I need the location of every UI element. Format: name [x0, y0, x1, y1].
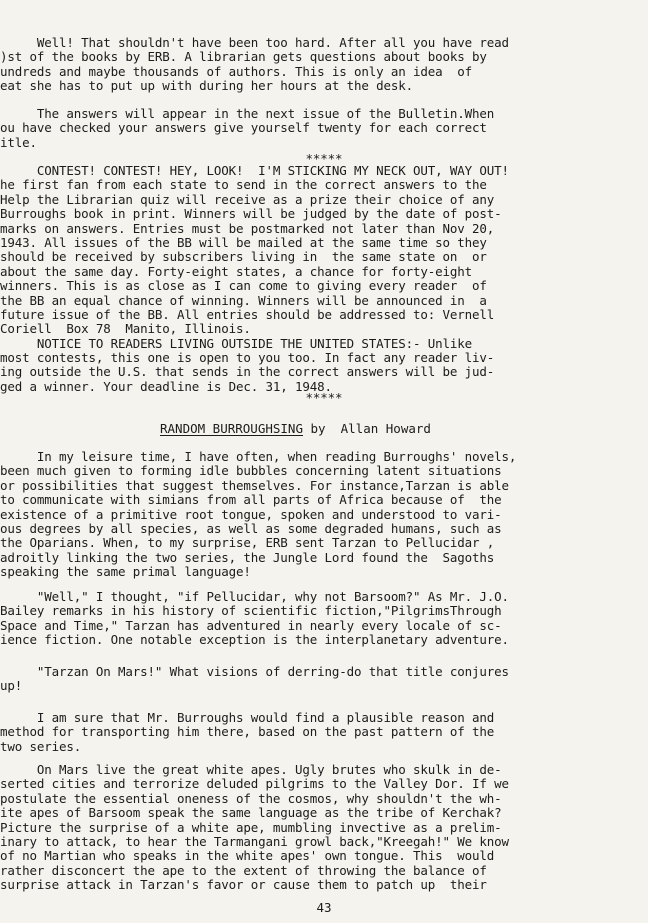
text-line: postulate the essential oneness of the cosmos, why shouldn't the wh-	[0, 790, 502, 806]
divider-bottom	[0, 391, 648, 405]
text-line: )st of the books by ERB. A librarian gets questions about books by	[0, 49, 487, 65]
text-line: or possibilities that suggest themselves. For instance,Tarzan is able	[0, 477, 509, 493]
contest-section	[0, 164, 648, 394]
text-line: speaking the same primal language!	[0, 564, 251, 580]
text-line: serted cities and terrorize deluded pilgrims to the Valley Dor. If we	[0, 776, 509, 792]
answers-paragraph	[0, 107, 648, 150]
text-line: Burroughs book in print. Winners will be judged by the date of post-	[0, 206, 502, 222]
text-line: ou have checked your answers give yourself twenty for each correct	[0, 120, 487, 136]
text-line: Picture the surprise of a white ape, mumbling invective as a prelim-	[0, 819, 502, 835]
article-paragraph-2	[0, 590, 648, 648]
text-line: method for transporting him there, based on the past pattern of the	[0, 724, 495, 740]
text-line: Space and Time," Tarzan has adventured in nearly every locale of sc-	[0, 617, 502, 633]
text-line: itle.	[0, 134, 37, 150]
text-line: eat she has to put up with during her hours at the desk.	[0, 78, 414, 94]
article-heading	[160, 421, 431, 436]
article-paragraph-3	[0, 665, 648, 694]
page-number: 43	[316, 900, 332, 915]
text-line: surprise attack in Tarzan's favor or cause them to patch up their	[0, 877, 487, 893]
text-line: CONTEST! CONTEST! HEY, LOOK! I'M STICKING MY NECK OUT, WAY OUT!	[0, 163, 509, 178]
text-line: about the same day. Forty-eight states, a chance for forty-eight	[0, 263, 473, 279]
text-line: up!	[0, 678, 23, 694]
article-paragraph-4	[0, 711, 648, 754]
divider-stars: *****	[305, 151, 343, 166]
article-paragraph-5	[0, 763, 648, 893]
article-paragraph-1	[0, 450, 648, 580]
text-line: ite apes of Barsoom speak the same language as the tribe of Kerchak?	[0, 805, 502, 821]
text-line: Coriell Box 78 Manito, Illinois.	[0, 321, 251, 337]
text-line: the Oparians. When, to my surprise, ERB sent Tarzan to Pellucidar ,	[0, 535, 495, 551]
text-line: inary to attack, to hear the Tarmangani growl back,"Kreegah!" We know	[0, 833, 509, 849]
text-line: I am sure that Mr. Burroughs would find a plausible reason and	[0, 710, 495, 725]
text-line: Help the Librarian quiz will receive as a prize their choice of any	[0, 191, 495, 207]
text-line: existence of a primitive root tongue, spoken and understood to vari-	[0, 506, 502, 522]
text-line: 1943. All issues of the BB will be mailed at the same time so they	[0, 234, 487, 250]
text-line: to communicate with simians from all parts of Africa because of the	[0, 492, 502, 508]
text-line: "Well," I thought, "if Pellucidar, why not Barsoom?" As Mr. J.O.	[0, 589, 509, 604]
text-line: ged a winner. Your deadline is Dec. 31, 1948.	[0, 378, 332, 394]
text-line: marks on answers. Entries must be postmarked not later than Nov 20,	[0, 220, 495, 236]
divider-stars: *****	[305, 390, 343, 405]
text-line: of no Martian who speaks in the white apes' own tongue. This would	[0, 848, 495, 864]
text-line: In my leisure time, I have often, when reading Burroughs' novels,	[0, 449, 517, 464]
text-line: "Tarzan On Mars!" What visions of derring-do that title conjures	[0, 664, 509, 679]
text-line: two series.	[0, 738, 82, 754]
intro-paragraph	[0, 36, 648, 94]
text-line: undreds and maybe thousands of authors. This is only an idea of	[0, 63, 473, 79]
text-line: The answers will appear in the next issue of the Bulletin.When	[0, 106, 495, 121]
text-line: On Mars live the great white apes. Ugly brutes who skulk in de-	[0, 762, 502, 777]
text-line: NOTICE TO READERS LIVING OUTSIDE THE UNITED STATES:- Unlike	[0, 335, 473, 351]
text-line: ing outside the U.S. that sends in the correct answers will be jud-	[0, 364, 495, 380]
text-line: the BB an equal chance of winning. Winners will be announced in a	[0, 292, 487, 308]
text-line: adroitly linking the two series, the Jungle Lord found the Sagoths	[0, 549, 495, 565]
text-line: Bailey remarks in his history of scientific fiction,"PilgrimsThrough	[0, 603, 502, 619]
article-byline: by Allan Howard	[303, 421, 431, 436]
text-line: should be received by subscribers living in the same state on or	[0, 249, 487, 265]
text-line: Well! That shouldn't have been too hard. After all you have read	[0, 35, 509, 50]
text-line: ous degrees by all species, as well as some degraded humans, such as	[0, 520, 502, 536]
text-line: most contests, this one is open to you too. In fact any reader liv-	[0, 350, 495, 366]
text-line: been much given to forming idle bubbles concerning latent situations	[0, 463, 502, 479]
text-line: rather disconcert the ape to the extent of throwing the balance of	[0, 862, 487, 878]
text-line: he first fan from each state to send in the correct answers to the	[0, 177, 487, 193]
text-line: winners. This is as close as I can come to giving every reader of	[0, 278, 487, 294]
text-line: ience fiction. One notable exception is the interplanetary adventure.	[0, 632, 509, 648]
article-title: RANDOM BURROUGHSING	[160, 421, 303, 436]
text-line: future issue of the BB. All entries should be addressed to: Vernell	[0, 306, 495, 322]
